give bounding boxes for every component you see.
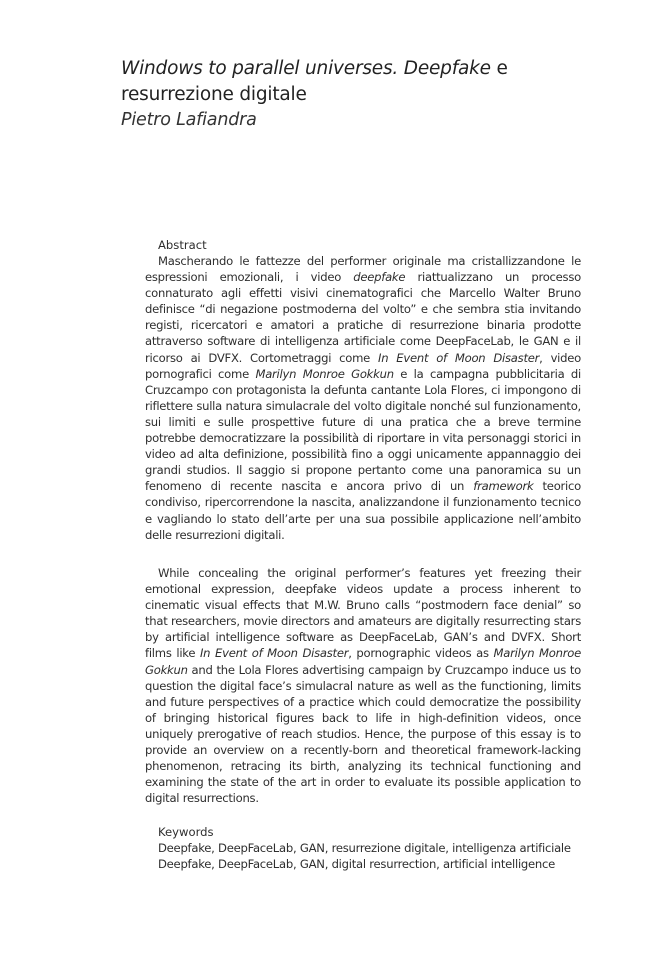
- abstract-en-text-3: and the Lola Flores advertising campaign by Cruzcampo induce us to question the digital face’s simulacral nature as well as the functioning, limits and future perspectives of a practice which could democratize the possibility of bringing historical figures back to life in high-definition videos, once uniquely prerogative of reach studios. Hence, the purpose of this essay is to provide an overview on a recently-born and theoretical framework-lacking phenomenon, retracing its birth, analyzing its technical functioning and examining the state of the art in order to evaluate its possible application to digital resurrections.: [145, 662, 581, 806]
- abstract-en-text-2: , pornographic videos as: [348, 646, 494, 661]
- abstract-english: [145, 565, 581, 806]
- abstract-en-italic-2: Marilyn Monroe Gokkun: [145, 646, 581, 677]
- article-title: [121, 56, 591, 108]
- abstract-it-text-3: , video pornografici come: [145, 350, 581, 381]
- abstract-english-paragraph: [145, 565, 581, 806]
- abstract-en-text-1: While concealing the original performer’s features yet freezing their emotional expression, deepfake videos update a process inherent to cinematic visual effects that M.W. Bruno calls “postmodern face denial” so that researchers, movie directors and amateurs are digitally resurrecting stars by artificial intelligence software as DeepFaceLab, GAN’s and DVFX. Short films like: [145, 566, 581, 661]
- abstract-it-italic-3: Marilyn Monroe Gokkun: [255, 366, 394, 381]
- abstract-italian-paragraph: [145, 253, 581, 543]
- abstract-it-italic-2: In Event of Moon Disaster: [378, 350, 540, 365]
- abstract-it-text-4: e la campagna pubblicitaria di Cruzcampo con protagonista la defunta cantante Lola Flores, ci impongono di riflettere sulla natura simulacrale del volto digitale nonché sul funzionamento, sui limiti e sulle prospettive future di una pratica che a breve termine potrebbe democratizzare la possibilità di riportare in vita personaggi storici in video ad alta definizione, possibilità fino a oggi unicamente appannaggio dei grandi studios. Il saggio si propone pertanto come una panoramica su un fenomeno di recente nascita e ancora privo di un: [145, 366, 581, 494]
- abstract-it-text-5: teorico condiviso, ripercorrendone la nascita, analizzandone il funzionamento tecnico e vagliando lo stato dell’arte per una sua possibile applicazione nell’ambito delle resurrezioni digitali.: [145, 479, 581, 542]
- keywords-heading: Keywords: [158, 825, 214, 839]
- keywords-italian: Deepfake, DeepFaceLab, GAN, resurrezione digitale, intelligenza artificiale: [158, 841, 571, 855]
- abstract-it-italic-4: framework: [473, 479, 534, 494]
- keywords-english: Deepfake, DeepFaceLab, GAN, digital resurrection, artificial intelligence: [158, 857, 556, 871]
- abstract-italian: [145, 253, 581, 543]
- article-title-rest: e resurrezione digitale: [121, 58, 508, 105]
- abstract-it-text-1: Mascherando le fattezze del performer originale ma cristallizzandone le espressioni emozionali, i video: [145, 254, 581, 285]
- abstract-it-text-2: riattualizzano un processo connaturato agli effetti visivi cinematografici che Marcello Walter Bruno definisce “di negazione postmoderna del volto” e che sembra stia invitando registi, ricercatori e amatori a pratiche di resurrezione binaria prodotte attraverso software di intelligenza artificiale come DeepFaceLab, le GAN e il ricorso ai DVFX. Cortometraggi come: [145, 270, 581, 365]
- article-author: Pietro Lafiandra: [121, 110, 257, 130]
- abstract-it-italic-1: deepfake: [353, 270, 406, 285]
- abstract-heading: Abstract: [158, 238, 207, 252]
- abstract-en-italic-1: In Event of Moon Disaster: [200, 646, 349, 661]
- article-title-italic: Windows to parallel universes. Deepfake: [121, 58, 491, 79]
